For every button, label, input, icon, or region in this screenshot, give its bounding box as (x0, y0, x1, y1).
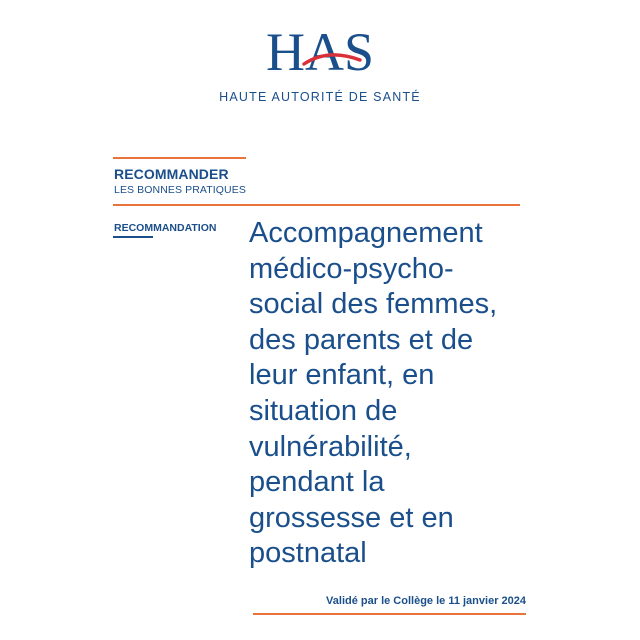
document-type-underline (113, 236, 153, 238)
title-line: leur enfant, en (249, 359, 435, 392)
title-line: des parents et de (249, 323, 474, 356)
title-line: postnatal (249, 537, 367, 570)
title-line: social des femmes, (249, 288, 498, 321)
validation-date: Validé par le Collège le 11 janvier 2024 (326, 595, 526, 607)
footer-rule (253, 613, 526, 615)
section-rule-top (113, 157, 246, 159)
title-line: Accompagnement (249, 217, 483, 249)
has-logo-mark (260, 18, 380, 86)
title-line: pendant la (249, 466, 385, 499)
title-line: situation de (249, 394, 398, 427)
document-title (249, 216, 539, 572)
title-line: vulnérabilité, (249, 430, 412, 463)
document-type: RECOMMANDATION (114, 222, 217, 234)
title-line: médico-psycho- (249, 252, 454, 285)
section-subtitle: LES BONNES PRATIQUES (114, 184, 246, 196)
section-rule-mid (113, 204, 520, 206)
title-line: grossesse et en (249, 501, 454, 534)
logo-letters: HAS (265, 22, 375, 82)
section-title: RECOMMANDER (114, 166, 229, 182)
logo-subtitle: HAUTE AUTORITÉ DE SANTÉ (219, 90, 421, 104)
has-logo (0, 18, 640, 104)
